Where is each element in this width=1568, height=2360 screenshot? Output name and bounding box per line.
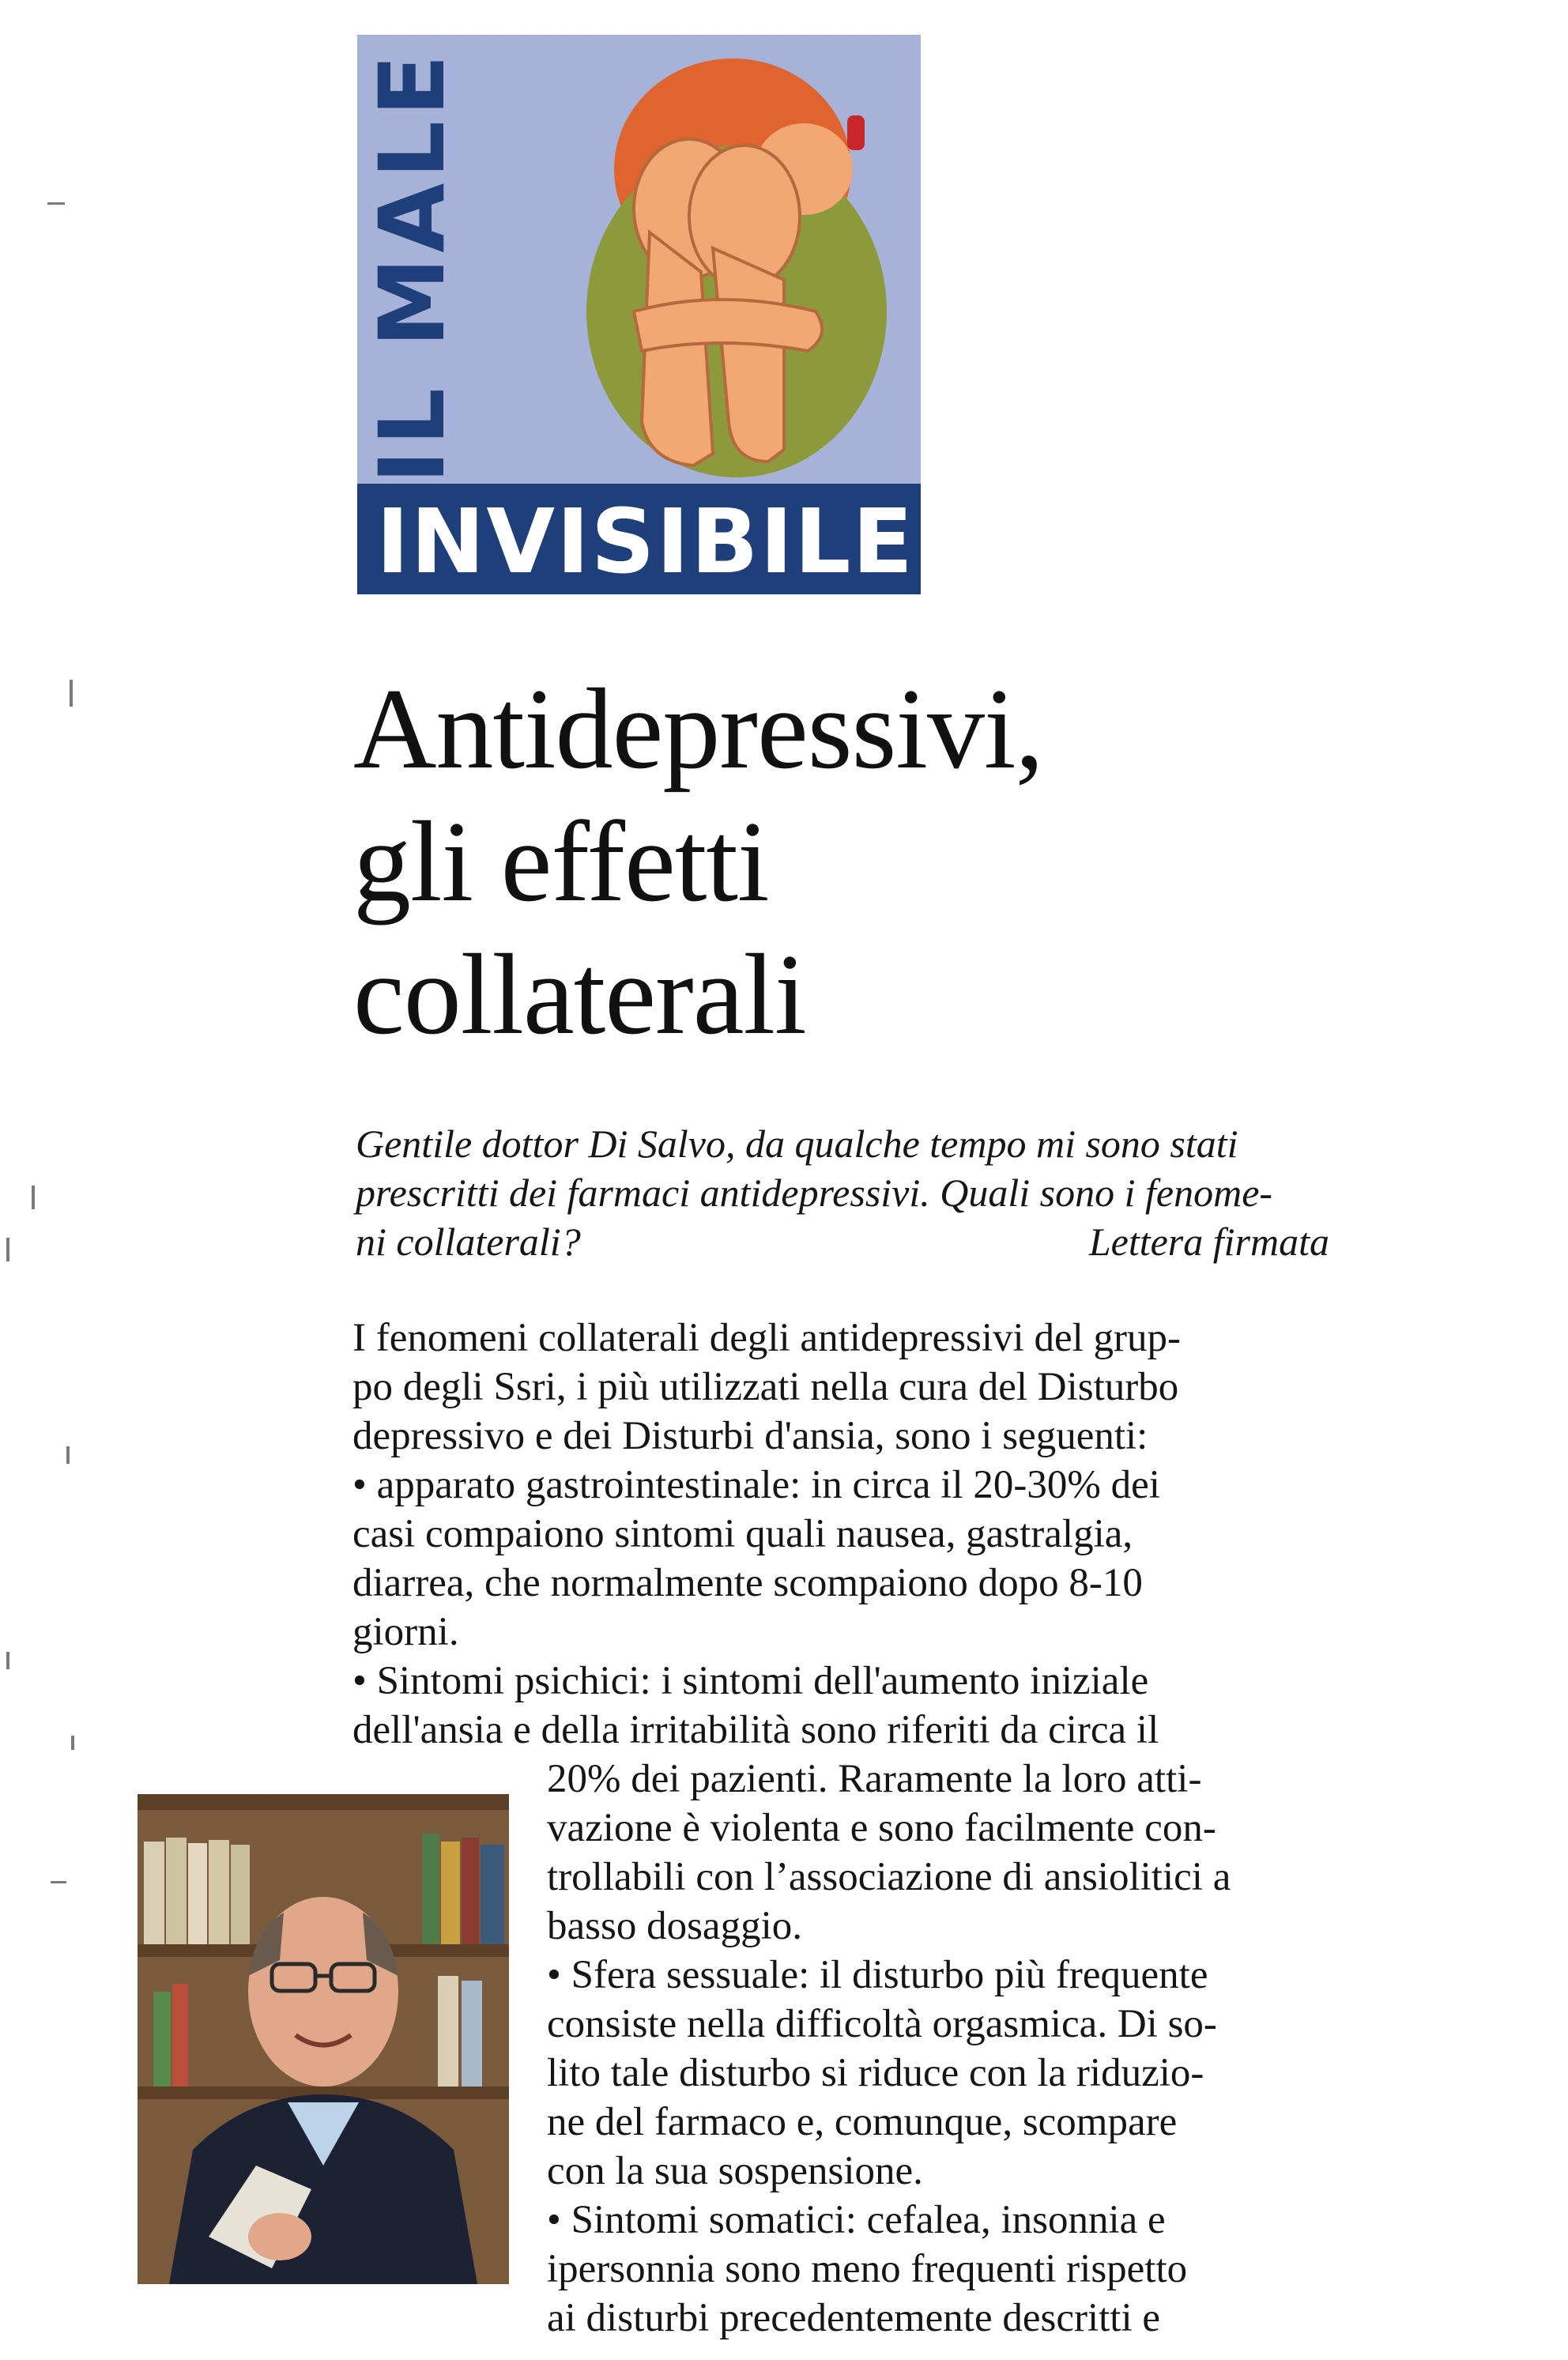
- body-line: ne del farmaco e, comunque, scompare: [547, 2100, 1178, 2144]
- logo-vertical-title: IL MALE: [360, 50, 465, 484]
- body-line: • Sfera sessuale: il disturbo più frequente: [547, 1953, 1208, 1997]
- hugging-knees-figure-illustration: [531, 51, 910, 493]
- body-line: lito tale disturbo si riduce con la riduzio-: [547, 2051, 1204, 2095]
- body-line: • Sintomi somatici: cefalea, insonnia e: [547, 2198, 1166, 2242]
- author-photo: [138, 1794, 509, 2284]
- article-body-full-width: [352, 1314, 1372, 1755]
- article-headline: [353, 662, 1381, 1061]
- body-line: ipersonnia sono meno frequenti rispetto: [547, 2247, 1188, 2291]
- body-line: I fenomeni collaterali degli antidepressivi del grup-: [352, 1316, 1181, 1360]
- body-line: consiste nella difficoltà orgasmica. Di so-: [547, 2002, 1217, 2046]
- article-body-narrow-column: [547, 1755, 1377, 2343]
- body-line: trollabili con l’associazione di ansiolitici a: [547, 1855, 1231, 1899]
- column-logo: [357, 35, 921, 594]
- headline-line: gli effetti: [353, 797, 769, 926]
- headline-line: Antidepressivi,: [353, 665, 1044, 793]
- headline-line: collaterali: [353, 930, 806, 1058]
- question-last-row: [356, 1217, 1329, 1266]
- cropped-bottom-text: [138, 2328, 1402, 2360]
- question-line: prescritti dei farmaci antidepressivi. Quali sono i fenome-: [356, 1171, 1273, 1215]
- body-line: • Sintomi psichici: i sintomi dell'aumento iniziale: [352, 1659, 1149, 1703]
- reader-question: [356, 1119, 1336, 1266]
- logo-band-title: INVISIBILE: [376, 491, 915, 594]
- body-line: giorni.: [352, 1610, 459, 1654]
- body-line: • apparato gastrointestinale: in circa il 20-30% dei: [352, 1463, 1160, 1507]
- body-line: dell'ansia e della irritabilità sono riferiti da circa il: [352, 1708, 1159, 1752]
- body-line: con la sua sospensione.: [547, 2149, 923, 2193]
- body-line: po degli Ssri, i più utilizzati nella cura del Disturbo: [352, 1365, 1179, 1409]
- question-line: Gentile dottor Di Salvo, da qualche tempo mi sono stati: [356, 1122, 1238, 1166]
- body-line: casi compaiono sintomi quali nausea, gastralgia,: [352, 1512, 1133, 1556]
- body-line: basso dosaggio.: [547, 1904, 802, 1948]
- body-line: vazione è violenta e sono facilmente con-: [547, 1806, 1216, 1850]
- body-line: ai disturbi precedentemente descritti e: [547, 2296, 1161, 2340]
- body-line: 20% dei pazienti. Raramente la loro atti-: [547, 1757, 1202, 1801]
- question-line: ni collaterali?: [356, 1220, 581, 1264]
- body-line: diarrea, che normalmente scompaiono dopo 8-10: [352, 1561, 1143, 1605]
- body-line: depressivo e dei Disturbi d'ansia, sono i seguenti:: [352, 1414, 1148, 1458]
- letter-signature: Lettera firmata: [1088, 1220, 1329, 1264]
- author-photo-illustration: [138, 1794, 509, 2284]
